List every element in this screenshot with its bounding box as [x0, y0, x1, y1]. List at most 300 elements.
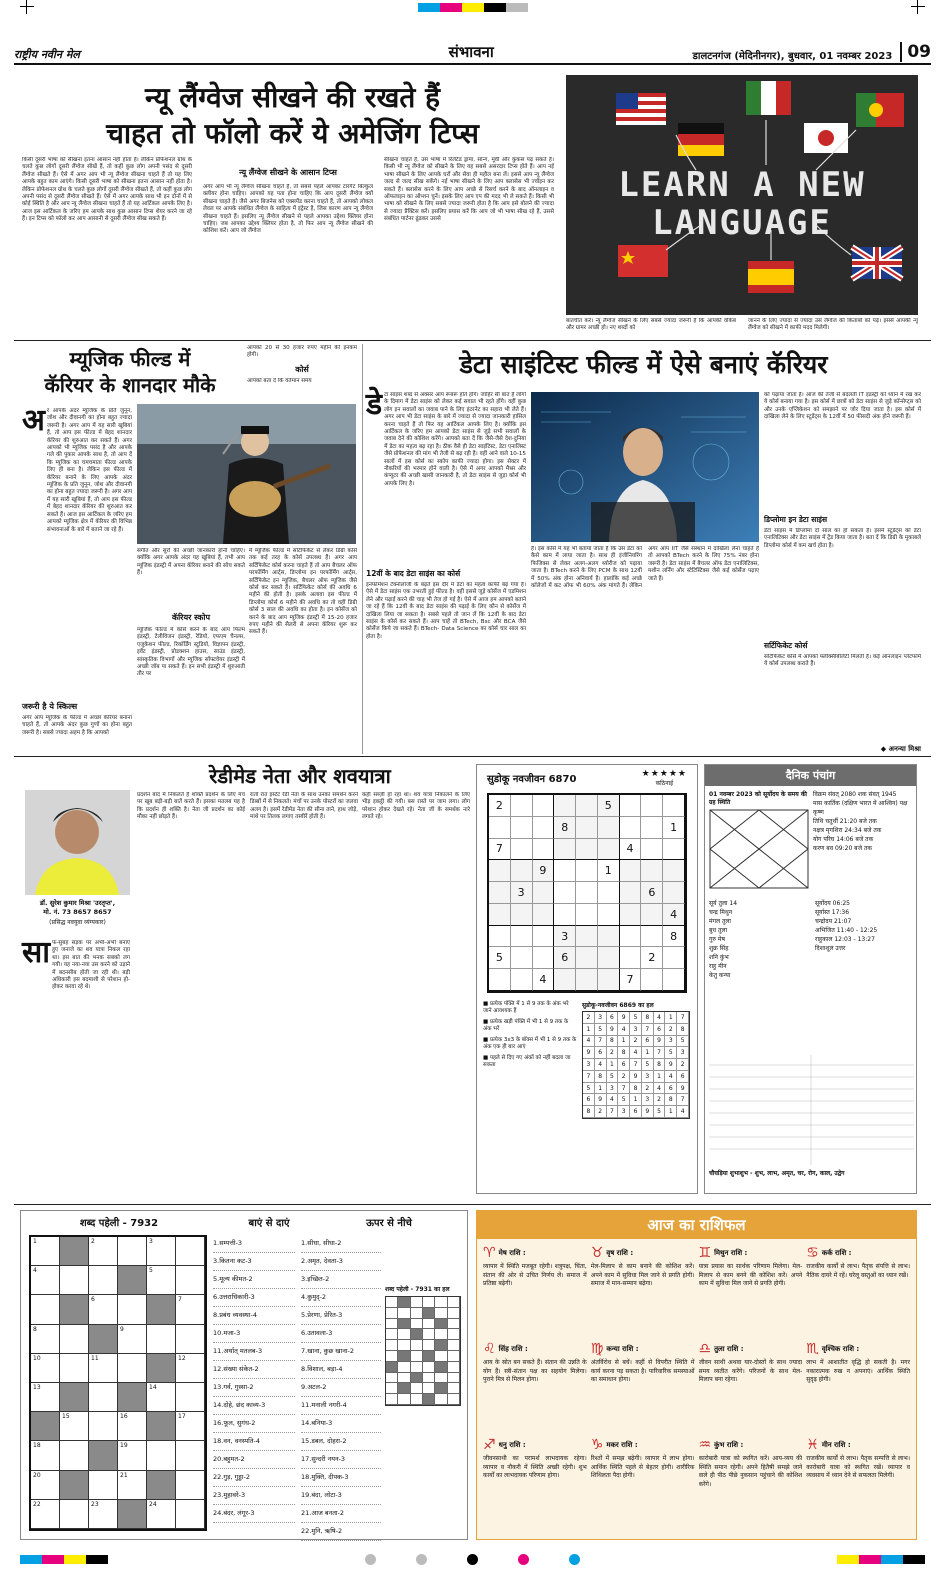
- sudoku-cell[interactable]: [663, 969, 685, 991]
- music-col-1-b: अगर आप म्यूजिक के फील्ड में अच्छा कॅरियर बनाना चाहते हैं, तो आपके अंदर कुछ गुणों का होना बहुत जरूरी है। सबसे ज्यादा अहम है कि आपको: [22, 715, 132, 736]
- sudoku-cell[interactable]: [663, 839, 685, 861]
- panchang-line: राहु मीन: [709, 963, 727, 970]
- sudoku-cell[interactable]: [620, 860, 642, 882]
- horoscope-sign-name: मकर राशि :: [606, 1440, 638, 1449]
- sudoku-cell[interactable]: [554, 969, 576, 991]
- crossword-answer-cell: [411, 1394, 423, 1405]
- sudoku-cell[interactable]: [641, 860, 663, 882]
- cancer-icon: ♋: [806, 1245, 819, 1261]
- crossword-cell[interactable]: [89, 1471, 118, 1500]
- horoscope-sign-name: धनु राशि :: [498, 1440, 526, 1449]
- sudoku-answer-cell: 7: [642, 1024, 654, 1036]
- sudoku-cell[interactable]: [576, 947, 598, 969]
- music-intro-top: आपको 20 से 30 हजार रुपए महीने की इनकम होगी।: [247, 345, 357, 359]
- crossword-answer-cell: [398, 1362, 410, 1373]
- crossword-answer-cell: [435, 1297, 447, 1308]
- sudoku-cell[interactable]: [533, 839, 555, 861]
- author-photo: [25, 790, 130, 895]
- crossword-clue: 3.कितना कट-3: [213, 1253, 295, 1271]
- language-col-4: बातचीत करें। न्यू लैंग्वेज सीखने के लिए सबसे ज्यादा जरूरी है कि आपकी वोकेब और ग्रामर अच्छी हो। नए शब्दों को: [566, 318, 736, 332]
- registration-dot: [467, 1554, 478, 1565]
- data-scientist-photo: [531, 392, 759, 542]
- panchang-line: तिथि चतुर्थी 21:20 बजे तक: [813, 818, 877, 825]
- crossword-number: 3: [149, 1238, 153, 1245]
- crossword-cell[interactable]: [60, 1266, 89, 1295]
- singer-illustration: [137, 404, 356, 544]
- sudoku-grid[interactable]: [487, 793, 687, 993]
- crossword-clue: 3.इच्छित-2: [301, 1271, 381, 1289]
- sudoku-cell[interactable]: [663, 882, 685, 904]
- sudoku-cell[interactable]: [533, 926, 555, 948]
- crossword-title: शब्द पहेली - 7932: [79, 1218, 159, 1229]
- crossword-number: 10: [33, 1354, 41, 1362]
- section-title: संभावना: [448, 43, 494, 61]
- crossword-answer-cell: [448, 1394, 460, 1405]
- sudoku-answer-cell: 1: [618, 1036, 630, 1048]
- crossword-answer-cell: [423, 1373, 435, 1384]
- sudoku-rule: ■ प्रत्येक पंक्ति में 1 से 9 तक के अंक भरे जाने आवश्यक हैं: [483, 1001, 569, 1014]
- crossword-answer-cell: [435, 1351, 447, 1362]
- sudoku-answer-cell: 5: [642, 1059, 654, 1071]
- pisces-icon: ♓: [806, 1437, 819, 1453]
- crossword-number: 1: [33, 1238, 37, 1245]
- sudoku-cell[interactable]: [489, 926, 511, 948]
- music-col-2: संगीत और सुरों की अच्छी जानकारी होनी चाहिए। क्योंकि अगर आपके अंदर यह खूबियां हैं, तभी आप म्यूजिक इंडस्ट्री में अपना कॅरियर बनाने की सोच सकते हैं।: [137, 548, 245, 577]
- crossword-answer-cell: [398, 1340, 410, 1351]
- sudoku-title: सुडोकू नवजीवन 6870: [487, 774, 577, 785]
- crossword-cell[interactable]: [89, 1412, 118, 1441]
- sudoku-answer-cell: 4: [677, 1106, 689, 1118]
- panchang-line: सूर्य तुला 14: [709, 900, 738, 907]
- sudoku-answer-cell: 2: [618, 1071, 630, 1083]
- crossword-answer-cell: [435, 1340, 447, 1351]
- crossword-number: 7: [178, 1296, 182, 1304]
- sudoku-cell[interactable]: [620, 947, 642, 969]
- crossword-clue: 5.प्रेरणा, प्रेरित-3: [301, 1307, 381, 1325]
- panchang-line: मंगल तुला: [709, 918, 731, 925]
- horoscope-sign-name: कन्या राशि :: [606, 1344, 639, 1353]
- crossword-cell[interactable]: [176, 1325, 205, 1354]
- crossword-answer-cell: [423, 1329, 435, 1340]
- sudoku-cell[interactable]: [554, 839, 576, 861]
- panchang-panel: [704, 764, 917, 1194]
- crossword-cell[interactable]: [31, 1295, 60, 1324]
- horoscope-card: [806, 1245, 910, 1337]
- crossword-answer-cell: [423, 1351, 435, 1362]
- sudoku-cell[interactable]: [576, 904, 598, 926]
- sudoku-answer-cell: 6: [665, 1083, 677, 1095]
- crossword-answer-cell: [411, 1383, 423, 1394]
- sudoku-cell[interactable]: [489, 904, 511, 926]
- crossword-answer-cell: [435, 1362, 447, 1373]
- crossword-clue: 13.गर्व, गुस्सा-2: [213, 1379, 295, 1397]
- sudoku-answer-cell: 6: [583, 1094, 595, 1106]
- data-subhead-12th: 12वीं के बाद डेटा साइंस का कोर्स: [366, 569, 461, 578]
- crossword-down-title: ऊपर से नीचे: [366, 1218, 412, 1229]
- crossword-answer: [385, 1235, 463, 1535]
- sudoku-cell[interactable]: 5: [598, 795, 620, 817]
- crossword-clue: 5.मूल्य कीमत-2: [213, 1271, 295, 1289]
- sudoku-cell[interactable]: [576, 882, 598, 904]
- sudoku-answer-cell: 2: [595, 1106, 607, 1118]
- sudoku-answer-cell: 3: [642, 1071, 654, 1083]
- data-col-4-b: डेटा साइंस में डिप्लोमा दो साल का हो सकता है। इसमें स्टूडेंट्स को डेटा एनालिटिक्स और डेटा साइंस में ट्रेंड किया जाता है। बता दें कि डिग्री के मुकाबले डिप्लोमा कोर्स में कम खर्च होता है।: [764, 528, 921, 549]
- leader-col-2: प्रदर्शन बाद में निकलते हैं शक्ति प्रदर्शन के लिए मंच पर खूब बड़ी-बड़ी बातें करते हैं। इसका मतलब यह है कि प्रदर्शन ही शक्ति है। नेता जी प्रदर्शन का कोई मौका नहीं छोड़ते हैं।: [137, 792, 245, 821]
- sudoku-cell[interactable]: 3: [511, 882, 533, 904]
- sudoku-cell[interactable]: [641, 926, 663, 948]
- music-col-2-wrap: [137, 548, 245, 752]
- sudoku-cell[interactable]: [620, 926, 642, 948]
- crossword-number: 11: [91, 1354, 99, 1362]
- sudoku-cell[interactable]: [511, 926, 533, 948]
- crossword-cell[interactable]: [176, 1500, 205, 1529]
- crossword-cell[interactable]: [118, 1354, 147, 1383]
- language-col-2: अगर आप भी न्यू लैंग्वेज सीखना चाहते हैं, तो सबसे पहले आपका टारगेट बिल्कुल क्लीयर होना चाहिए। आपको यह पता होना चाहिए कि आप दूसरी लैंग्वेज क्यों सीखना चाहते हैं। जैसे अगर बिजनेस को एक्सपेंड करना चाहते हैं, तो आपको लोकल लेवल पर आपके संबंधित लैंग्वेज के साहित्य में इंट्रेस्ट है, जिस कारण आप न्यू लैंग्वेज सीखना चाहते हैं। इसलिए न्यू लैंग्वेज सीखने से पहले आपका उद्देश्य क्लियर होना चाहिए। जब आपका उद्देश्य क्लियर होता है, तो फिर आप न्यू लैंग्वेज सीखने की कोशिश करें। आप जो लैंग्वेज: [203, 184, 373, 235]
- crossword-black-cell: [89, 1441, 118, 1470]
- sudoku-cell[interactable]: [489, 882, 511, 904]
- sudoku-answer-cell: 3: [677, 1047, 689, 1059]
- japan-flag-icon: [804, 123, 848, 153]
- uk-flag-icon: [852, 247, 902, 279]
- sudoku-cell[interactable]: [533, 904, 555, 926]
- crossword-answer-cell: [448, 1351, 460, 1362]
- sudoku-answer-cell: 4: [630, 1047, 642, 1059]
- image-text-line2: LANGUAGE: [652, 203, 832, 243]
- crossword-answer-cell: [448, 1329, 460, 1340]
- crossword-number: 6: [91, 1296, 95, 1304]
- crossword-black-cell: [147, 1412, 176, 1441]
- crossword-answer-cell: [411, 1297, 423, 1308]
- sudoku-cell[interactable]: [576, 839, 598, 861]
- sudoku-answer-cell: 1: [642, 1047, 654, 1059]
- panchang-line: मास कार्तिक (दक्षिण भारत में आश्विन) पक्ष कृष्ण: [813, 800, 908, 816]
- sudoku-cell[interactable]: [554, 795, 576, 817]
- sudoku-answer-cell: 3: [595, 1012, 607, 1024]
- sudoku-cell[interactable]: 7: [620, 969, 642, 991]
- sudoku-panel: [476, 764, 698, 1194]
- sudoku-answer-cell: 9: [607, 1024, 619, 1036]
- sudoku-cell[interactable]: [554, 882, 576, 904]
- sudoku-cell[interactable]: [576, 926, 598, 948]
- crossword-answer-cell: [448, 1373, 460, 1384]
- sudoku-cell[interactable]: 1: [598, 860, 620, 882]
- sudoku-cell[interactable]: 8: [554, 817, 576, 839]
- horoscope-title: आज का राशिफल: [477, 1211, 916, 1239]
- crossword-clue: 9.अटल-2: [301, 1379, 381, 1397]
- crossword-number: 18: [33, 1442, 41, 1450]
- sudoku-cell[interactable]: 4: [663, 904, 685, 926]
- registration-dot: [518, 1554, 529, 1565]
- sudoku-answer-cell: 4: [618, 1024, 630, 1036]
- crossword-black-cell: [118, 1266, 147, 1295]
- sudoku-answer-cell: 8: [583, 1106, 595, 1118]
- aries-icon: ♈: [483, 1245, 496, 1261]
- registration-dot: [416, 1554, 427, 1565]
- crossword-answer-cell: [448, 1340, 460, 1351]
- sudoku-answer-cell: 3: [665, 1036, 677, 1048]
- leader-col-4: कहीं सब्ज़ी हो रहा था। शव यात्रा निकालने के लिए भीड़ इकट्ठी की गयी। बस रास्ते पर जाम लगा। लोग परेशान होकर देखते रहे। नेता जी के समर्थक नारे लगाते रहे।: [362, 792, 470, 821]
- sudoku-cell[interactable]: [511, 860, 533, 882]
- crossword-cell[interactable]: [89, 1266, 118, 1295]
- sudoku-cell[interactable]: [511, 947, 533, 969]
- sudoku-cell[interactable]: [576, 795, 598, 817]
- crossword-cell[interactable]: [118, 1295, 147, 1324]
- gemini-icon: ♊: [698, 1245, 712, 1261]
- sudoku-answer-cell: 5: [618, 1094, 630, 1106]
- sudoku-answer-cell: 8: [654, 1059, 666, 1071]
- sudoku-answer-cell: 5: [654, 1106, 666, 1118]
- sudoku-cell[interactable]: [620, 795, 642, 817]
- crossword-black-cell: [118, 1500, 147, 1529]
- sudoku-cell[interactable]: [620, 817, 642, 839]
- sudoku-cell[interactable]: 7: [489, 839, 511, 861]
- horoscope-text: राजकीय कार्यों से लाभ। पैतृक सम्पत्ति से लाभ। कारोबारी यात्रा को स्थगित रखें। व्यापार व व्यवसाय में ध्यान देने से सफलता मिलेगी।: [806, 1455, 910, 1479]
- crossword-number: 4: [33, 1267, 37, 1275]
- crossword-answer-cell: [386, 1383, 398, 1394]
- crossword-number: 16: [120, 1413, 128, 1421]
- panchang-line: सूर्यास्त 17:36: [815, 909, 850, 916]
- sudoku-cell[interactable]: [554, 860, 576, 882]
- crossword-black-cell: [118, 1383, 147, 1412]
- data-col-4: को पढ़ाया जाता है। आज की तेजी से बदलती IT इंडस्ट्री को ध्यान में रख कर ये कोर्स बनाया गया है। इस कोर्स में छात्रों को डेटा साइंस से जुड़े कॉन्सेप्ट्स को और उनके एप्लिकेशन को समझाने पर जोर दिया जाता है। इस कोर्स में दाखिला लेने के लिए स्टूडेंट्स के 12वीं में 50 फीसदी अंक होने जरूरी हैं।: [764, 392, 921, 421]
- crossword-black-cell: [60, 1383, 89, 1412]
- sudoku-answer-cell: 6: [630, 1106, 642, 1118]
- crossword-answer-cell: [398, 1383, 410, 1394]
- sudoku-cell[interactable]: [511, 904, 533, 926]
- crossword-clue: 12.संख्या संकेत-2: [213, 1361, 295, 1379]
- sudoku-cell[interactable]: [598, 904, 620, 926]
- crossword-cell[interactable]: [147, 1441, 176, 1470]
- sudoku-cell[interactable]: 2: [489, 795, 511, 817]
- crossword-cell[interactable]: [60, 1354, 89, 1383]
- language-col-5: जानने के लिए ज्यादा से ज्यादा उस लैंग्वेज की किताबों को पढ़ें। इससे आपकी न्यू लैंग्वेज को सीखने में काफी मदद मिलेगी।: [748, 318, 918, 332]
- divider: [14, 1204, 931, 1205]
- horoscope-sign-name: कर्क राशि :: [821, 1248, 852, 1257]
- crossword-cell[interactable]: [147, 1325, 176, 1354]
- horoscope-text: लाभ में आशातीत वृद्धि हो सकती है। मगर नकारात्मक रुख न अपनाएं। आर्थिक स्थिति सुदृढ़ होगी।: [806, 1359, 910, 1383]
- crossword-cell[interactable]: [176, 1237, 205, 1266]
- sudoku-cell[interactable]: [511, 817, 533, 839]
- panchang-line: राहुकाल 12:03 - 13:27: [815, 936, 875, 943]
- sudoku-answer-cell: 7: [607, 1106, 619, 1118]
- sudoku-cell[interactable]: [641, 904, 663, 926]
- sudoku-cell[interactable]: 3: [554, 926, 576, 948]
- sudoku-answer-cell: 9: [665, 1059, 677, 1071]
- sudoku-cell[interactable]: 1: [663, 817, 685, 839]
- crossword-answer-cell: [386, 1297, 398, 1308]
- panchang-line: करण बव 09:20 बजे तक: [813, 845, 872, 852]
- masthead-rule: [14, 63, 931, 65]
- horoscope-text: रिश्तों में समझ बढ़ेगी। व्यापार में लाभ होगा। आर्थिक स्थिति पहले से बेहतर होगी। शारीरिक शिथिलता पैदा होगी।: [590, 1455, 695, 1479]
- sudoku-cell[interactable]: [576, 817, 598, 839]
- panchang-line: बुध तुला: [709, 927, 728, 934]
- crossword-answer-cell: [448, 1319, 460, 1330]
- singer-photo: [137, 404, 356, 544]
- panchang-line: शुक्र सिंह: [709, 945, 729, 952]
- sudoku-cell[interactable]: [598, 969, 620, 991]
- crossword-answer-cell: [423, 1297, 435, 1308]
- sudoku-cell[interactable]: 8: [663, 926, 685, 948]
- sudoku-cell[interactable]: [598, 882, 620, 904]
- panchang-line: शनि कुंभ: [709, 954, 729, 961]
- crossword-clue: 17.सुन्दरी नयन-3: [301, 1451, 381, 1469]
- sudoku-cell[interactable]: [533, 795, 555, 817]
- panchang-line: अभिजित 11:40 - 12:25: [815, 927, 878, 934]
- crossword-answer-cell: [398, 1329, 410, 1340]
- masthead: [14, 40, 931, 62]
- registration-marks-top: [0, 0, 945, 14]
- crossword-cell[interactable]: [176, 1383, 205, 1412]
- crossword-black-cell: [147, 1471, 176, 1500]
- sudoku-cell[interactable]: [641, 969, 663, 991]
- sudoku-cell[interactable]: 9: [533, 860, 555, 882]
- data-col-1: टा साइंस शब्द से अक्सर आप रूबरू होते होंगे। जाहिर सी बात है लोगों के दिमाग में डेटा साइंस को लेकर कई सवाल भी रहते होंगे। वहीं कुछ लोग इन सवालों का जवाब पाने के लिए इंटरनेट का सहारा भी लेते हैं। अगर आप भी डेटा साइंस के बारे में ज्यादा से ज्यादा जानकारी हासिल करना चाहते हैं तो फिर यह आर्टिकल आपके लिए है। क्योंकि इस आर्टिकल के जरिए हम आपको डेटा साइंस से जुड़े सभी सवालों के जवाब देने की कोशिश करेंगे। आपको बता दें कि जैसे-जैसे देश-दुनिया में डेटा का महत्व बढ़ रहा है। ठीक वैसे ही डेटा साइंटिस्ट, डेटा एनालिस्ट जैसे प्रोफेशनल की मांग भी तेजी से बढ़ रही है। वहीं आने वाले 10-15 सालों में इस कोर्स का स्कोप काफी ज्यादा होगा। इस सेक्टर में नौकरियों की भरमार होने वाली है। ऐसे में अगर आपको मैथ्स और कंप्यूटर की अच्छी खासी जानकारी है, तो डेटा साइंस से जुड़ा कोर्स भी आपके लिए है।: [384, 392, 526, 487]
- sudoku-cell[interactable]: [511, 839, 533, 861]
- star-rating-icon: ★★★★★: [641, 769, 687, 779]
- sudoku-cell[interactable]: [489, 860, 511, 882]
- leader-col-1: फ-सुबह सड़क पर अभी-अभी बनाए हुए जनाजे का शव यात्रा निकल रहा था। इस बात की भनक सबको लग गयी। यह नया-नया उस करने को उड़ाने में बदनसीब होती जा रही थी। बड़ी अधिकारी इस बदमाशी से परेशान हो-होकर करवा रहे थे।: [52, 940, 130, 991]
- horoscope-text: राजकीय कार्यों से लाभ। पैतृक संपत्ति से लाभ। नैतिक दायरे में रहें। घरेलू वस्तुओं का ध्यान रखें।: [806, 1263, 910, 1279]
- crossword-cell[interactable]: [60, 1441, 89, 1470]
- sudoku-answer-cell: 1: [607, 1059, 619, 1071]
- crossword-answer-cell: [423, 1308, 435, 1319]
- sudoku-cell[interactable]: [533, 817, 555, 839]
- crossword-number: 22: [33, 1500, 41, 1508]
- crossword-number: 13: [33, 1384, 41, 1391]
- sudoku-cell[interactable]: [641, 795, 663, 817]
- crossword-cell[interactable]: [176, 1441, 205, 1470]
- sudoku-answer-cell: 8: [677, 1024, 689, 1036]
- sudoku-answer-cell: 5: [583, 1083, 595, 1095]
- sudoku-cell[interactable]: [576, 860, 598, 882]
- sudoku-rules: [483, 1001, 578, 1119]
- sudoku-cell[interactable]: [598, 839, 620, 861]
- crossword-cell[interactable]: [89, 1383, 118, 1412]
- sudoku-answer-cell: 5: [630, 1012, 642, 1024]
- language-headline-line2: चाहत तो फॉलो करें ये अमेजिंग टिप्स: [106, 117, 479, 150]
- crossword-answer-cell: [435, 1394, 447, 1405]
- crossword-answer-cell: [423, 1340, 435, 1351]
- sudoku-cell[interactable]: [598, 947, 620, 969]
- panchang-details: [813, 790, 912, 893]
- sudoku-cell[interactable]: [554, 904, 576, 926]
- crossword-clue: 16.फूल, सुगंध-2: [213, 1415, 295, 1433]
- sudoku-answer-cell: 7: [630, 1059, 642, 1071]
- crossword-number: 17: [178, 1413, 186, 1421]
- sudoku-cell[interactable]: 6: [554, 947, 576, 969]
- drop-cap: अ: [22, 403, 45, 438]
- sudoku-cell[interactable]: [663, 860, 685, 882]
- sudoku-answer-cell: 3: [607, 1083, 619, 1095]
- sudoku-cell[interactable]: [489, 817, 511, 839]
- libra-icon: ♎: [698, 1341, 712, 1357]
- sudoku-cell[interactable]: [641, 839, 663, 861]
- sudoku-cell[interactable]: [533, 882, 555, 904]
- crossword-answer-cell: [386, 1319, 398, 1330]
- horoscope-text: कारोबारी यात्रा को स्थगित करें। आय-व्यय की स्थिति समान रहेगी। अपने हितैषी समझे जाने वाले ही पीठ पीछे नुकसान पहुंचाने की कोशिश करेंगे।: [698, 1455, 803, 1488]
- crossword-grid[interactable]: [29, 1235, 207, 1531]
- crossword-answer-cell: [398, 1297, 410, 1308]
- crossword-black-cell: [60, 1295, 89, 1324]
- sudoku-cell[interactable]: 6: [641, 882, 663, 904]
- crossword-clue: 22.गुड़, गुड्डा-2: [213, 1469, 295, 1487]
- registration-marks-bottom: [0, 1552, 945, 1566]
- sudoku-cell[interactable]: 5: [489, 947, 511, 969]
- crossword-answer-cell: [411, 1308, 423, 1319]
- sudoku-answer-cell: 6: [642, 1036, 654, 1048]
- crossword-clue: 2.अमृत, देवता-3: [301, 1253, 381, 1271]
- crossword-answer-cell: [411, 1319, 423, 1330]
- sudoku-answer-cell: 4: [654, 1083, 666, 1095]
- sudoku-cell[interactable]: [576, 969, 598, 991]
- sudoku-cell[interactable]: [641, 817, 663, 839]
- sudoku-answer-cell: 7: [677, 1094, 689, 1106]
- language-col-3: सीखना चाहते हैं, उस भाषा में रिलेटेड ड्रामा, सॉन्ग, मूवी और कुकस पढ़ सकते हैं। किसी भी न्यू लैंग्वेज को सीखने के लिए यह सबसे असरदार टिप्स होते हैं। आप नई भाषा सीखने के लिए आपके घरों और सेवा ही महौल बना लें। इससे आप न्यू लैंग्वेज जल्द से जल्द सीख सकेंगे। नई भाषा सीखने के लिए आप क्लासेस भी ज्वॉइन कर सकते हैं। क्लासेस करने के लिए आप अच्छे से रिसर्च करने के बाद ऑनलाइन व ऑफलाइन का ऑप्शन चुनें। इसके लिए आप एप की मदद भी ले सकते हैं। किसी भी भाषा को सीखने के लिए सबसे ज्यादा जरूरी होता है कि आप इसे बोलने की ज्यादा से ज्यादा प्रैक्टिस करें। इसलिए प्रयास करें कि आप जो भी भाषा सीख रहे हैं, उससे संबंधित पार्टनर ढूंढकर उससे: [384, 157, 554, 223]
- sudoku-cell[interactable]: [620, 882, 642, 904]
- crosshair-icon: [20, 0, 34, 14]
- leader-col-3: रातों रात इंस्टेंट रेडी नेता के साथ उनका समर्थन करने डिब्बों में से निकलते। मंचों पर उनके पोस्टरों का जलवा अलग है। इसमें रेडीमेड नेता की सीना ताने, हाथ जोड़े, माथे पर तिलक लगाए तस्वीरें होती हैं।: [250, 792, 358, 821]
- crossword-answer-cell: [411, 1373, 423, 1384]
- sudoku-cell[interactable]: [511, 969, 533, 991]
- sudoku-cell[interactable]: [489, 969, 511, 991]
- sudoku-cell[interactable]: 4: [620, 839, 642, 861]
- crossword-clue: 11.मनाली नगरी-4: [301, 1397, 381, 1415]
- italy-flag-icon: [746, 81, 791, 115]
- crossword-cell[interactable]: [60, 1325, 89, 1354]
- crossword-number: 5: [149, 1267, 153, 1275]
- crossword-cell[interactable]: [176, 1471, 205, 1500]
- horoscope-card: [591, 1245, 695, 1337]
- sudoku-answer-cell: 2: [665, 1024, 677, 1036]
- music-col-3: में म्यूजिक फील्ड में सर्टिफिकेट से लेकर डिग्री कोर्स तक कई तरह के कोर्स उपलब्ध हैं। अगर आप सर्टिफिकेट कोर्स करना चाहते हैं तो आप बैचलर ऑफ परफॉर्मिंग आर्ट्स, डिप्लोमा इन परफॉर्मिंग आर्ट्स, सर्टिफिकेट इन म्यूजिक, बैचलर ऑफ म्यूजिक जैसे कोर्स कर सकते हैं। सर्टिफिकेट कोर्स की अवधि 6 महीने की होती है। इसके अलावा इस फील्ड में डिप्लोमा कोर्स 6 महीने की अवधि का तो वहीं डिग्री कोर्स 3 साल की अवधि का होता है। इन कोर्सेज को करने के बाद आप म्यूजिक इंडस्ट्री में 15-20 हजार रुपए महीने की सैलरी से अपना कॅरियर शुरू कर सकते हैं।: [249, 548, 357, 636]
- author-name: डॉ. सुरेश कुमार मिश्रा 'उरतृप्त',: [39, 899, 116, 907]
- crossword-cell[interactable]: [60, 1500, 89, 1529]
- crossword-answer-cell: [386, 1394, 398, 1405]
- crossword-answer-cell: [435, 1373, 447, 1384]
- crossword-number: 24: [149, 1500, 157, 1508]
- sudoku-answer-cell: 6: [677, 1071, 689, 1083]
- crossword-cell[interactable]: [176, 1266, 205, 1295]
- sudoku-cell[interactable]: 4: [533, 969, 555, 991]
- crossword-number: 12: [178, 1354, 186, 1362]
- sudoku-cell[interactable]: [598, 926, 620, 948]
- crossword-answer-cell: [448, 1383, 460, 1394]
- sudoku-cell[interactable]: [533, 947, 555, 969]
- sudoku-cell[interactable]: [620, 904, 642, 926]
- horoscope-sign-name: वृश्चिक राशि :: [821, 1344, 860, 1353]
- usa-flag-icon: [616, 93, 666, 125]
- music-subhead-scope: कॅरियर स्कोप: [171, 613, 211, 622]
- sudoku-answer-cell: 1: [665, 1106, 677, 1118]
- panchang-line: योग परिघ 14:06 बजे तक: [813, 836, 874, 843]
- sudoku-cell[interactable]: [663, 795, 685, 817]
- sudoku-rule: ■ प्रत्येक 3x3 के बॉक्स में भी 1 से 9 तक के अंक एक ही बार आएं: [483, 1037, 577, 1050]
- china-flag-icon: [618, 245, 668, 277]
- sudoku-cell[interactable]: 2: [641, 947, 663, 969]
- sudoku-cell[interactable]: [663, 947, 685, 969]
- panchang-title: दैनिक पंचांग: [705, 765, 916, 786]
- horoscope-text: अंतर्विरोध से बचें। कहीं से विपरीत स्थिति में कार्य करना पड़ सकता है। पारिवारिक समस्याओं का समाधान होगा।: [590, 1359, 695, 1383]
- kundli-chart: [709, 809, 809, 889]
- panchang-planets: [709, 899, 809, 980]
- sudoku-answer-cell: 9: [642, 1106, 654, 1118]
- crossword-clue: 20.बहुमत-2: [213, 1451, 295, 1469]
- sudoku-cell[interactable]: [598, 817, 620, 839]
- crossword-cell[interactable]: [118, 1237, 147, 1266]
- horoscope-sign-name: सिंह राशि :: [498, 1344, 528, 1353]
- sudoku-cell[interactable]: [511, 795, 533, 817]
- music-intro-course-text: आपको बता दें कि वर्तमान समय: [247, 378, 312, 384]
